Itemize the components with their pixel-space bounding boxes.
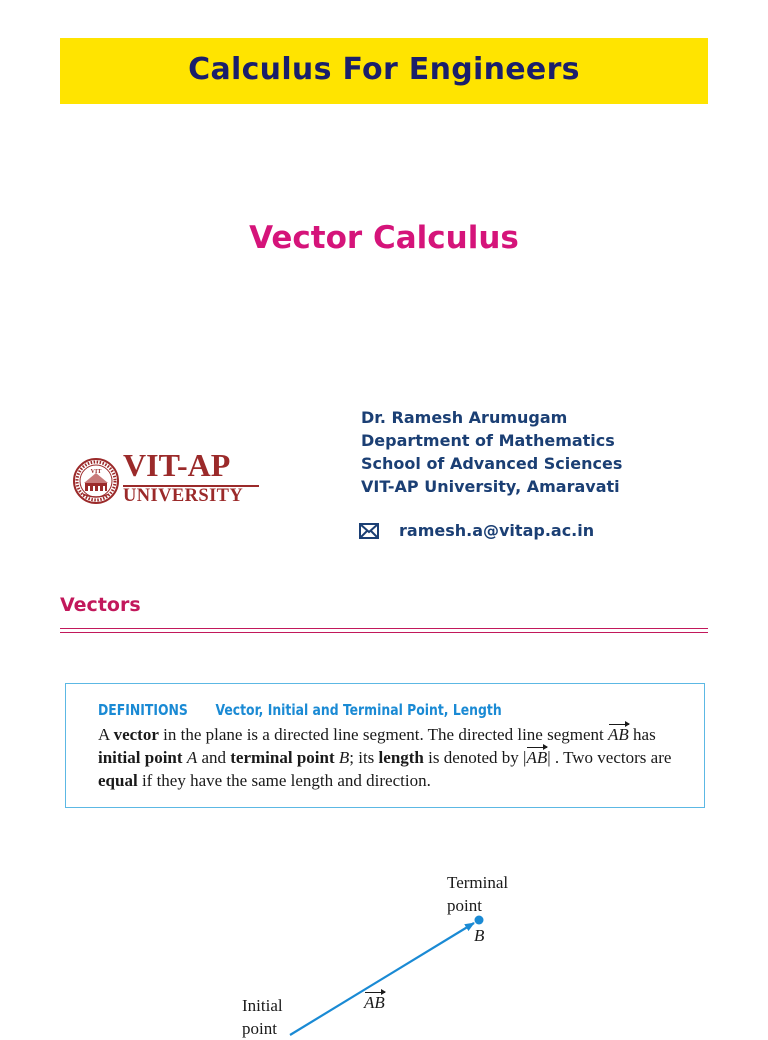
section-heading: Vectors: [60, 594, 141, 616]
terminal-label-line1: Terminal: [447, 873, 509, 892]
term-length: length: [378, 748, 424, 767]
point-b-label: B: [474, 926, 485, 945]
vector-arrow: [290, 923, 474, 1035]
author-university: VIT-AP University, Amaravati: [361, 477, 620, 496]
title-banner: [60, 38, 708, 104]
email-row: [359, 521, 594, 540]
term-equal: equal: [98, 771, 138, 790]
terminal-label-line2: point: [447, 896, 482, 915]
initial-label-line1: Initial: [242, 996, 283, 1015]
seal-text: VIT: [90, 469, 102, 475]
vector-ab-symbol: AB: [608, 725, 629, 744]
initial-label-line2: point: [242, 1019, 277, 1038]
university-logo: [72, 447, 262, 511]
section-rule-top: [60, 628, 708, 629]
definition-label: DEFINITIONS: [98, 701, 188, 719]
definition-topic: Vector, Initial and Terminal Point, Length: [215, 701, 502, 719]
term-terminal-point: terminal point: [230, 748, 335, 767]
logo-subtitle: UNIVERSITY: [123, 486, 244, 506]
term-vector: vector: [113, 725, 159, 744]
section-rule-bottom: [60, 632, 708, 633]
author-name: Dr. Ramesh Arumugam: [361, 408, 568, 427]
lecture-subtitle: Vector Calculus: [249, 220, 519, 256]
definition-header: [98, 701, 502, 719]
author-school: School of Advanced Sciences: [361, 454, 623, 473]
vector-label: AB: [364, 993, 385, 1012]
definition-text: A vector in the plane is a directed line segment. The directed line segment AB has initial point A and terminal point B; its length is denoted by |AB| . Two vectors are equal if they have the same length and direction.: [98, 725, 672, 790]
envelope-icon: [359, 523, 379, 539]
logo-name: VIT-AP: [123, 447, 231, 483]
course-title: Calculus For Engineers: [188, 51, 580, 87]
author-block: [361, 406, 622, 498]
vector-figure: [0, 860, 768, 1038]
university-seal-icon: [72, 453, 120, 509]
vector-ab-length-symbol: AB: [526, 748, 548, 767]
author-department: Department of Mathematics: [361, 431, 615, 450]
definition-box: [65, 683, 705, 808]
author-email[interactable]: ramesh.a@vitap.ac.in: [399, 521, 595, 540]
term-initial-point: initial point: [98, 748, 183, 767]
